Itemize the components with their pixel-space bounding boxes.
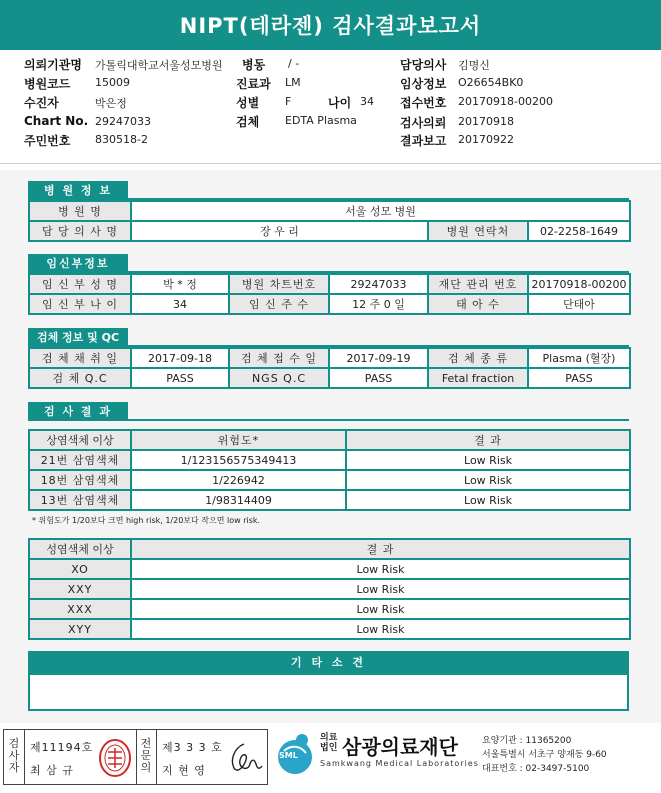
- doctor-value: 김명신: [458, 59, 490, 72]
- ward-value: / -: [288, 57, 300, 70]
- examiner-seal-icon: [98, 738, 132, 778]
- sex-label: 성별: [236, 96, 260, 110]
- trisomy-18-result: Low Risk: [346, 470, 630, 490]
- fetal-fraction-value: PASS: [528, 368, 630, 388]
- table-row: [29, 470, 630, 490]
- foundation-number-value: 20170918-00200: [528, 274, 630, 294]
- receipt-label: 접수번호: [400, 96, 447, 110]
- lab-logo-area: [272, 729, 657, 785]
- hospital-section-label: 병 원 정 보: [28, 181, 128, 199]
- clinical-info-value: O26654BK0: [458, 76, 524, 89]
- xo-result: Low Risk: [131, 559, 630, 579]
- age-label: 나이: [328, 96, 352, 110]
- hospital-code-value: 15009: [95, 76, 130, 89]
- report-footer: [0, 727, 661, 793]
- sex-result-header: 결 과: [131, 539, 630, 559]
- xxx-label: XXX: [29, 599, 131, 619]
- department-value: LM: [285, 76, 301, 89]
- patient-info-table: [28, 273, 631, 315]
- examiner-label: 검사자: [8, 737, 20, 774]
- chart-label: Chart No.: [24, 114, 89, 128]
- report-header: [0, 50, 661, 164]
- pathologist-number: 제3 3 3 호: [162, 741, 223, 754]
- fetus-count-value: 단태아: [528, 294, 630, 314]
- fetal-fraction-label: Fetal fraction: [428, 368, 528, 388]
- sex-value: F: [285, 95, 292, 108]
- collector-label: 수진자: [24, 96, 59, 110]
- trisomy-21-risk: 1/123156575349413: [131, 450, 346, 470]
- receive-date-value: 2017-09-19: [329, 348, 428, 368]
- id-value: 830518-2: [95, 133, 148, 146]
- trisomy-21-label: 21번 삼염색체: [29, 450, 131, 470]
- table-row: [29, 559, 630, 579]
- specimen-qc-label: 검 체 Q.C: [29, 368, 131, 388]
- fetus-count-label: 태 아 수: [428, 294, 528, 314]
- patient-chart-label: 병원 차트번호: [229, 274, 329, 294]
- trisomy-18-label: 18번 삼염색체: [29, 470, 131, 490]
- hospital-contact-label: 병원 연락처: [428, 221, 528, 241]
- hospital-info-table: [28, 200, 631, 242]
- ngs-qc-label: NGS Q.C: [229, 368, 329, 388]
- pathologist-name: 지 현 영: [162, 764, 206, 777]
- autosome-results-table: [28, 429, 631, 511]
- foundation-number-label: 재단 관리 번호: [428, 274, 528, 294]
- trisomy-13-label: 13번 삼염색체: [29, 490, 131, 510]
- autosome-header: 상염색체 이상: [29, 430, 131, 450]
- specimen-qc-value: PASS: [131, 368, 229, 388]
- report-title: NIPT(테라젠) 검사결과보고서: [0, 0, 661, 50]
- request-value: 20170918: [458, 115, 514, 128]
- collect-date-value: 2017-09-18: [131, 348, 229, 368]
- hospital-contact-value: 02-2258-1649: [528, 221, 630, 241]
- examiner-name: 최 삼 규: [30, 764, 74, 777]
- xyy-label: XYY: [29, 619, 131, 639]
- patient-name-value: 박 * 정: [131, 274, 229, 294]
- result-header: 결 과: [346, 430, 630, 450]
- table-row: [29, 619, 630, 639]
- hospital-name-value: 서울 성모 병원: [131, 201, 630, 221]
- lab-name: 삼광의료재단: [342, 735, 458, 759]
- examiner-number: 제11194호: [30, 741, 94, 754]
- institution-label: 의뢰기관명: [24, 58, 82, 72]
- patient-chart-value: 29247033: [329, 274, 428, 294]
- attending-doctor-label: 담 당 의 사 명: [29, 221, 131, 241]
- section-divider: [28, 419, 629, 421]
- xo-label: XO: [29, 559, 131, 579]
- hospital-name-label: 병 원 명: [29, 201, 131, 221]
- logo-corporation: 의료법인: [320, 733, 338, 753]
- institution-value: 가톨릭대학교서울성모병원: [95, 59, 223, 72]
- specimen-info-table: [28, 347, 631, 389]
- receipt-value: 20170918-00200: [458, 95, 553, 108]
- logo-abbr: SML: [279, 751, 298, 760]
- sex-chromosome-header: 성염색체 이상: [29, 539, 131, 559]
- xyy-result: Low Risk: [131, 619, 630, 639]
- collect-date-label: 검 체 채 취 일: [29, 348, 131, 368]
- ward-label: 병동: [242, 58, 266, 72]
- lab-address: 서울특별시 서초구 양재동 9-60: [482, 750, 607, 760]
- signature-icon: [224, 738, 264, 778]
- hospital-code-label: 병원코드: [24, 77, 71, 91]
- receive-date-label: 검 체 접 수 일: [229, 348, 329, 368]
- specimen-type-label: 검 체 종 류: [428, 348, 528, 368]
- age-value: 34: [360, 95, 374, 108]
- remarks-box: [28, 673, 629, 711]
- table-row: [29, 450, 630, 470]
- trisomy-13-result: Low Risk: [346, 490, 630, 510]
- patient-age-label: 임 신 부 나 이: [29, 294, 131, 314]
- report-date-value: 20170922: [458, 133, 514, 146]
- pregnancy-weeks-value: 12 주 0 일: [329, 294, 428, 314]
- pregnancy-weeks-label: 임 신 주 수: [229, 294, 329, 314]
- table-row: [29, 579, 630, 599]
- specimen-value: EDTA Plasma: [285, 114, 357, 127]
- patient-section-label: 임신부정보: [28, 254, 128, 272]
- pathologist-label: 전문의: [140, 737, 152, 774]
- lab-phone: 대표번호 : 02-3497-5100: [482, 764, 590, 774]
- collector-value: 박은정: [95, 97, 127, 110]
- risk-header: 위험도*: [131, 430, 346, 450]
- xxx-result: Low Risk: [131, 599, 630, 619]
- trisomy-13-risk: 1/98314409: [131, 490, 346, 510]
- trisomy-18-risk: 1/226942: [131, 470, 346, 490]
- report-date-label: 결과보고: [400, 134, 447, 148]
- chart-value: 29247033: [95, 115, 151, 128]
- trisomy-21-result: Low Risk: [346, 450, 630, 470]
- ngs-qc-value: PASS: [329, 368, 428, 388]
- sex-chromosome-table: [28, 538, 631, 640]
- lab-code: 요양기관 : 11365200: [482, 736, 572, 746]
- clinical-info-label: 임상정보: [400, 77, 447, 91]
- id-label: 주민번호: [24, 134, 71, 148]
- table-row: [29, 490, 630, 510]
- department-label: 진료과: [236, 77, 271, 91]
- attending-doctor-value: 장 우 리: [131, 221, 428, 241]
- signature-box: [3, 729, 268, 785]
- risk-note: * 위험도가 1/20보다 크면 high risk, 1/20보다 작으면 low risk.: [32, 516, 261, 525]
- xxy-label: XXY: [29, 579, 131, 599]
- patient-name-label: 임 신 부 성 명: [29, 274, 131, 294]
- xxy-result: Low Risk: [131, 579, 630, 599]
- results-section-label: 검 사 결 과: [28, 402, 128, 420]
- lab-name-english: Samkwang Medical Laboratories: [320, 759, 479, 768]
- patient-age-value: 34: [131, 294, 229, 314]
- specimen-label: 검체: [236, 115, 260, 129]
- request-label: 검사의뢰: [400, 116, 447, 130]
- remarks-header: 기 타 소 견: [28, 651, 629, 673]
- specimen-type-value: Plasma (혈장): [528, 348, 630, 368]
- doctor-label: 담당의사: [400, 58, 447, 72]
- specimen-section-label: 검체 정보 및 QC: [28, 328, 128, 346]
- table-row: [29, 599, 630, 619]
